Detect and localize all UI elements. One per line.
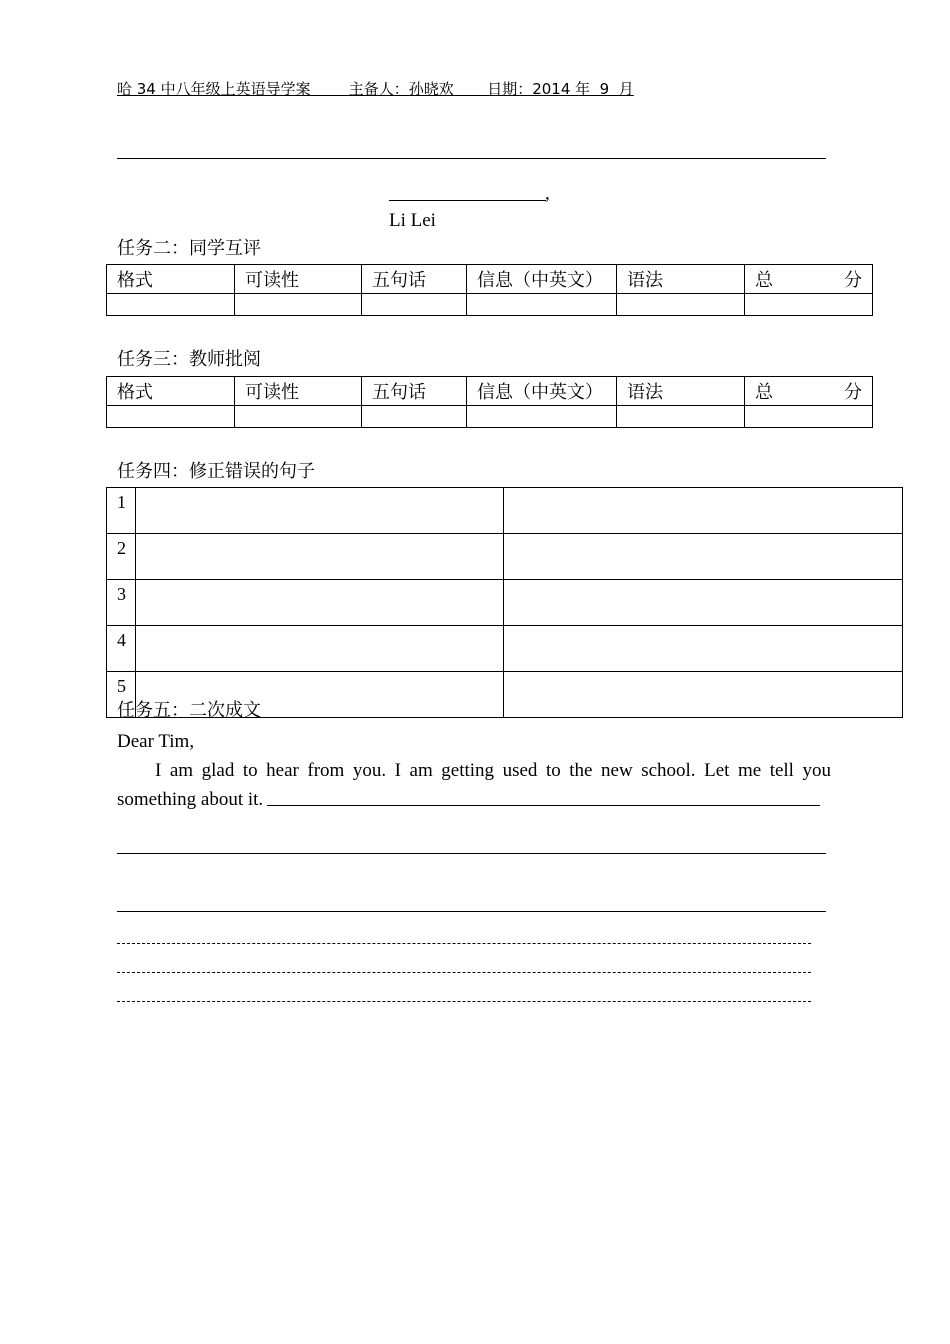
writing-line-dashed[interactable] <box>117 943 811 944</box>
corrected-sentence-cell[interactable] <box>504 626 903 672</box>
task4-title: 任务四：修正错误的句子 <box>117 461 315 482</box>
writing-line[interactable] <box>267 805 820 806</box>
teacher-review-table <box>106 376 873 428</box>
page-header <box>117 78 634 99</box>
score-cell[interactable] <box>467 406 617 428</box>
letter-greeting: Dear Tim, <box>117 731 195 752</box>
task5-title: 任务五：二次成文 <box>117 700 261 721</box>
score-cell[interactable] <box>107 294 235 316</box>
corrected-sentence-cell[interactable] <box>504 534 903 580</box>
corrected-sentence-cell[interactable] <box>504 488 903 534</box>
answer-line[interactable] <box>117 158 826 159</box>
writing-line[interactable] <box>117 911 826 912</box>
table-row <box>107 580 903 626</box>
row-number: 3 <box>107 580 136 626</box>
column-header: 语法 <box>617 265 745 294</box>
score-cell[interactable] <box>745 294 873 316</box>
column-header: 可读性 <box>235 377 362 406</box>
table-row <box>107 534 903 580</box>
closing-blank-line[interactable] <box>389 200 546 201</box>
writing-line[interactable] <box>117 853 826 854</box>
table-row <box>107 488 903 534</box>
closing-comma: , <box>545 183 550 204</box>
column-header: 格式 <box>107 265 235 294</box>
row-number: 2 <box>107 534 136 580</box>
column-header: 语法 <box>617 377 745 406</box>
score-cell[interactable] <box>107 406 235 428</box>
score-cell[interactable] <box>362 294 467 316</box>
score-cell[interactable] <box>235 406 362 428</box>
score-cell[interactable] <box>617 406 745 428</box>
total-label-left: 总 <box>755 270 773 291</box>
total-label-right: 分 <box>844 382 862 403</box>
letter-body-text: I am glad to hear from you. I am getting used to the new school. Let me tell you something about it. <box>117 760 831 810</box>
column-header: 格式 <box>107 377 235 406</box>
score-cell[interactable] <box>362 406 467 428</box>
header-preparer: 主备人：孙晓欢 <box>348 80 454 98</box>
score-cell[interactable] <box>745 406 873 428</box>
corrected-sentence-cell[interactable] <box>504 580 903 626</box>
column-header-total <box>745 265 873 294</box>
total-label-left: 总 <box>755 382 773 403</box>
correction-table <box>106 487 903 721</box>
task3-title: 任务三：教师批阅 <box>117 349 261 370</box>
column-header: 五句话 <box>362 377 467 406</box>
column-header: 信息（中英文） <box>467 377 617 406</box>
peer-review-table <box>106 264 873 316</box>
header-date: 日期：2014 年 9 月 <box>487 80 634 98</box>
score-cell[interactable] <box>617 294 745 316</box>
column-header: 信息（中英文） <box>467 265 617 294</box>
corrected-sentence-cell[interactable] <box>504 672 903 718</box>
writing-line-dashed[interactable] <box>117 1001 811 1002</box>
wrong-sentence-cell[interactable] <box>136 580 504 626</box>
column-header-total <box>745 377 873 406</box>
score-cell[interactable] <box>235 294 362 316</box>
row-number: 5 <box>107 672 136 718</box>
wrong-sentence-cell[interactable] <box>136 488 504 534</box>
row-number: 4 <box>107 626 136 672</box>
signature: Li Lei <box>389 210 436 231</box>
total-label-right: 分 <box>844 270 862 291</box>
writing-line-dashed[interactable] <box>117 972 811 973</box>
header-school: 哈 34 中八年级上英语导学案 <box>117 80 311 98</box>
score-cell[interactable] <box>467 294 617 316</box>
row-number: 1 <box>107 488 136 534</box>
wrong-sentence-cell[interactable] <box>136 534 504 580</box>
column-header: 可读性 <box>235 265 362 294</box>
task2-title: 任务二：同学互评 <box>117 238 261 259</box>
table-row <box>107 626 903 672</box>
wrong-sentence-cell[interactable] <box>136 626 504 672</box>
column-header: 五句话 <box>362 265 467 294</box>
